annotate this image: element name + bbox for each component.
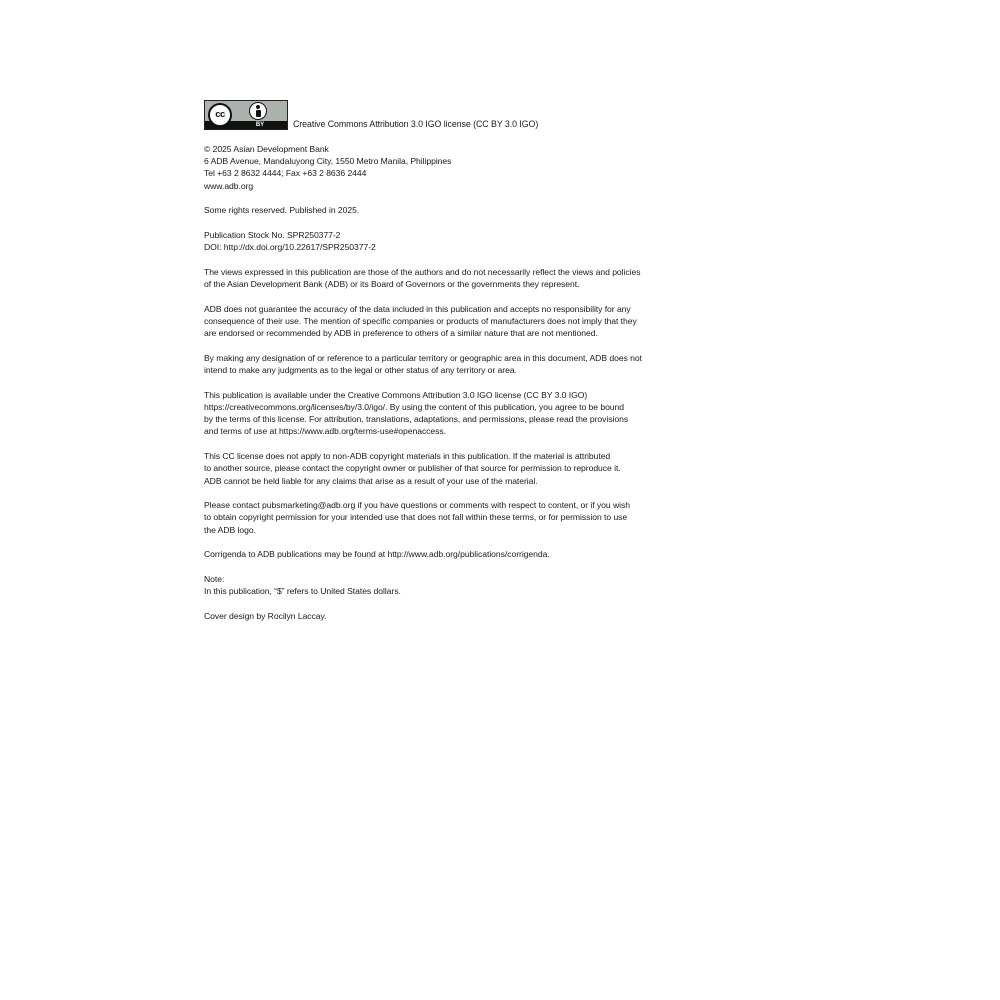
- text-line: Cover design by Rocilyn Laccay.: [204, 610, 327, 621]
- by-label: BY: [255, 122, 265, 128]
- text-line: By making any designation of or reference to a particular territory or geographic area in this document, ADB does not: [204, 352, 642, 363]
- license-row: [204, 98, 704, 130]
- text-line: to obtain copyright permission for your intended use that does not fall within these terms, or for permission to use: [204, 512, 628, 523]
- paragraph: [204, 143, 704, 192]
- text-line: and terms of use at https://www.adb.org/terms-use#openaccess.: [204, 426, 446, 437]
- text-line: the ADB logo.: [204, 524, 256, 535]
- text-line: This publication is available under the Creative Commons Attribution 3.0 IGO license (CC BY 3.0 IGO): [204, 389, 588, 400]
- text-line: Publication Stock No. SPR250377-2: [204, 230, 341, 241]
- text-line: https://creativecommons.org/licenses/by/3.0/igo/. By using the content of this publication, you agree to be bound: [204, 402, 624, 413]
- cc-by-license-badge: [204, 100, 288, 130]
- text-line: are endorsed or recommended by ADB in preference to others of a similar nature that are not mentioned.: [204, 328, 598, 339]
- paragraph: [204, 499, 704, 536]
- paragraph: [204, 389, 704, 438]
- text-line: In this publication, “$” refers to United States dollars.: [204, 586, 401, 597]
- text-line: Corrigenda to ADB publications may be found at http://www.adb.org/publications/corrigenda.: [204, 549, 550, 560]
- text-line: Note:: [204, 574, 225, 585]
- text-line: to another source, please contact the copyright owner or publisher of that source for permission to reproduce it.: [204, 463, 621, 474]
- text-line: DOI: http://dx.doi.org/10.22617/SPR250377-2: [204, 242, 376, 253]
- text-line: The views expressed in this publication are those of the authors and do not necessarily reflect the views and policies: [204, 266, 641, 277]
- paragraph: [204, 266, 704, 290]
- text-line: intend to make any judgments as to the legal or other status of any territory or area.: [204, 365, 517, 376]
- paragraph: [204, 610, 704, 622]
- text-line: of the Asian Development Bank (ADB) or its Board of Governors or the governments they represent.: [204, 279, 580, 290]
- text-line: Please contact pubsmarketing@adb.org if you have questions or comments with respect to content, or if you wish: [204, 500, 630, 511]
- paragraph: [204, 229, 704, 253]
- person-head: [256, 105, 260, 109]
- paragraph-list: [204, 143, 704, 622]
- text-line: www.adb.org: [204, 180, 254, 191]
- text-line: This CC license does not apply to non-ADB copyright materials in this publication. If the material is attributed: [204, 451, 611, 462]
- text-line: ADB cannot be held liable for any claims that arise as a result of your use of the material.: [204, 475, 538, 486]
- paragraph: [204, 352, 704, 376]
- attribution-person-icon: [249, 102, 267, 120]
- paragraph: [204, 450, 704, 487]
- paragraph: [204, 573, 704, 597]
- text-line: 6 ADB Avenue, Mandaluyong City, 1550 Metro Manila, Philippines: [204, 156, 452, 167]
- paragraph: [204, 548, 704, 560]
- license-text: Creative Commons Attribution 3.0 IGO license (CC BY 3.0 IGO): [293, 119, 539, 129]
- text-line: Tel +63 2 8632 4444; Fax +63 2 8636 2444: [204, 168, 367, 179]
- paragraph: [204, 204, 704, 216]
- text-line: ADB does not guarantee the accuracy of the data included in this publication and accepts no responsibility for any: [204, 303, 631, 314]
- text-line: consequence of their use. The mention of specific companies or products of manufacturers does not imply that they: [204, 316, 637, 327]
- text-line: Some rights reserved. Published in 2025.: [204, 205, 360, 216]
- person-torso: [256, 110, 261, 117]
- cc-icon-label: cc: [215, 108, 225, 120]
- paragraph: [204, 303, 704, 340]
- copyright-content: [204, 98, 704, 635]
- text-line: © 2025 Asian Development Bank: [204, 144, 329, 154]
- cc-icon: [208, 103, 232, 127]
- text-line: by the terms of this license. For attribution, translations, adaptations, and permissions, please read the provisions: [204, 414, 629, 425]
